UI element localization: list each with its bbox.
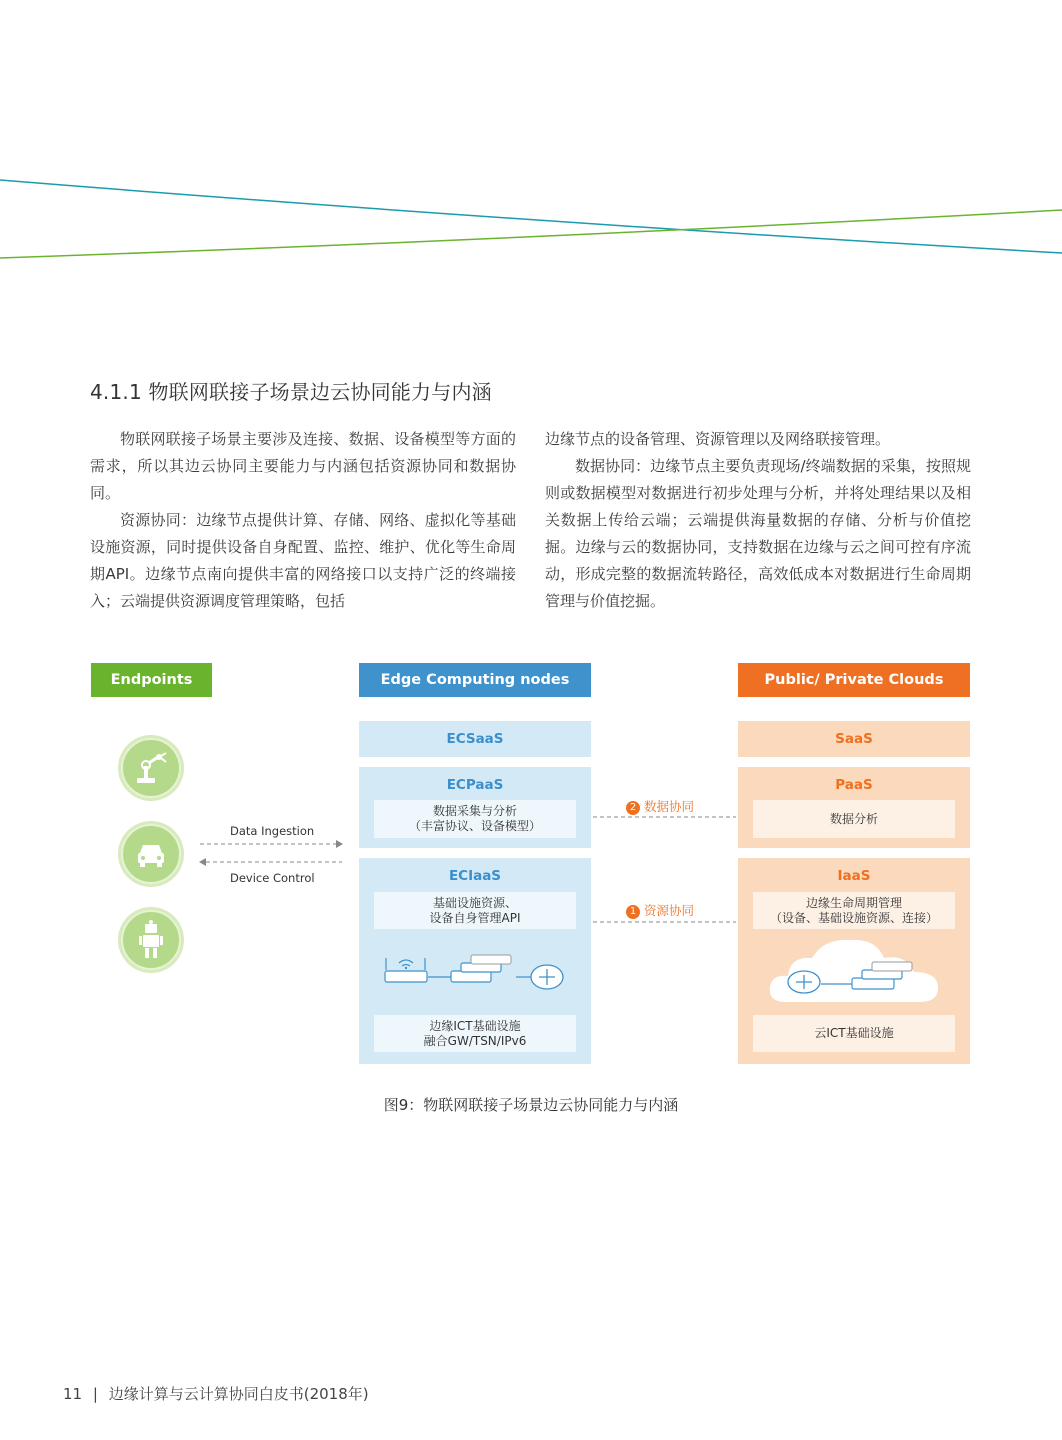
paragraph: 边缘节点的设备管理、资源管理以及网络联接管理。 <box>545 430 891 448</box>
data-ingestion-label: Data Ingestion <box>230 824 315 838</box>
edge-header: Edge Computing nodes <box>359 663 591 697</box>
ecsaas-layer <box>359 721 591 757</box>
figure-caption: 图9：物联网联接子场景边云协同能力与内涵 <box>383 1096 679 1114</box>
iaas-box <box>753 892 955 929</box>
eciaas-box-line1: 基础设施资源、 <box>432 895 517 910</box>
resource-sync-badge: 1 <box>626 905 640 919</box>
paas-title: PaaS <box>835 777 873 793</box>
eciaas-box <box>374 892 576 929</box>
ecsaas-title: ECSaaS <box>446 731 504 747</box>
endpoints-header: Endpoints <box>91 663 212 697</box>
edge-ict-line1: 边缘ICT基础设施 <box>429 1018 521 1033</box>
ecpaas-box <box>374 800 576 838</box>
car-icon <box>118 821 184 887</box>
eciaas-title: ECIaaS <box>448 868 502 884</box>
section-title: 4.1.1 物联网联接子场景边云协同能力与内涵 <box>90 380 492 404</box>
ecpaas-box-line1: 数据采集与分析 <box>432 804 517 818</box>
iaas-box-line2: （设备、基础设施资源、连接） <box>769 910 938 925</box>
paas-box: 数据分析 <box>753 800 955 838</box>
eciaas-layer <box>359 858 591 1064</box>
resource-sync-text: 资源协同 <box>644 903 695 918</box>
saas-layer <box>738 721 970 757</box>
device-control-label: Device Control <box>230 871 315 885</box>
decorative-lines <box>0 0 1062 300</box>
iaas-title: IaaS <box>837 868 871 884</box>
cloud-header: Public/ Private Clouds <box>738 663 970 697</box>
paragraph: 资源协同：边缘节点提供计算、存储、网络、虚拟化等基础设施资源，同时提供设备自身配置、监控、维护、优化等生命周期API。边缘节点南向提供丰富的网络接口以支持广泛的终端接入；云端提供资源调度管理策略，包括 <box>90 511 516 610</box>
cloud-infrastructure-icon <box>766 932 946 1008</box>
sync-dashed-lines <box>591 810 738 930</box>
robot-icon <box>118 907 184 973</box>
edge-network-devices-icon <box>379 948 569 998</box>
paas-layer <box>738 767 970 848</box>
page-number: 11 <box>63 1385 83 1403</box>
page-footer <box>63 1383 369 1404</box>
right-column <box>545 426 971 615</box>
ecpaas-box-line2: （丰富协议、设备模型） <box>408 819 541 833</box>
footer-separator: | <box>92 1385 98 1403</box>
iaas-box-line1: 边缘生命周期管理 <box>805 895 902 910</box>
iaas-layer <box>738 858 970 1064</box>
paragraph: 物联网联接子场景主要涉及连接、数据、设备模型等方面的需求，所以其边云协同主要能力与内涵包括资源协同和数据协同。 <box>90 430 516 502</box>
paragraph: 数据协同：边缘节点主要负责现场/终端数据的采集，按照规则或数据模型对数据进行初步处理与分析，并将处理结果以及相关数据上传给云端；云端提供海量数据的存储、分析与价值挖掘。边缘与云的数据协同，支持数据在边缘与云之间可控有序流动，形成完整的数据流转路径，高效低成本对数据进行生命周期管理与价值挖掘。 <box>545 457 971 610</box>
ecpaas-title: ECPaaS <box>446 777 504 793</box>
data-sync-text: 数据协同 <box>644 799 695 814</box>
eciaas-box-line2: 设备自身管理API <box>429 910 521 925</box>
edge-ict-box <box>374 1015 576 1052</box>
saas-title: SaaS <box>835 731 873 747</box>
ecpaas-layer <box>359 767 591 848</box>
document-title: 边缘计算与云计算协同白皮书(2018年) <box>108 1385 369 1403</box>
robot-arm-icon <box>118 735 184 801</box>
ingestion-control-arrows <box>196 836 346 868</box>
cloud-ict-box: 云ICT基础设施 <box>753 1015 955 1052</box>
data-sync-badge: 2 <box>626 801 640 815</box>
left-column <box>90 426 516 615</box>
edge-ict-line2: 融合GW/TSN/IPv6 <box>423 1033 527 1048</box>
